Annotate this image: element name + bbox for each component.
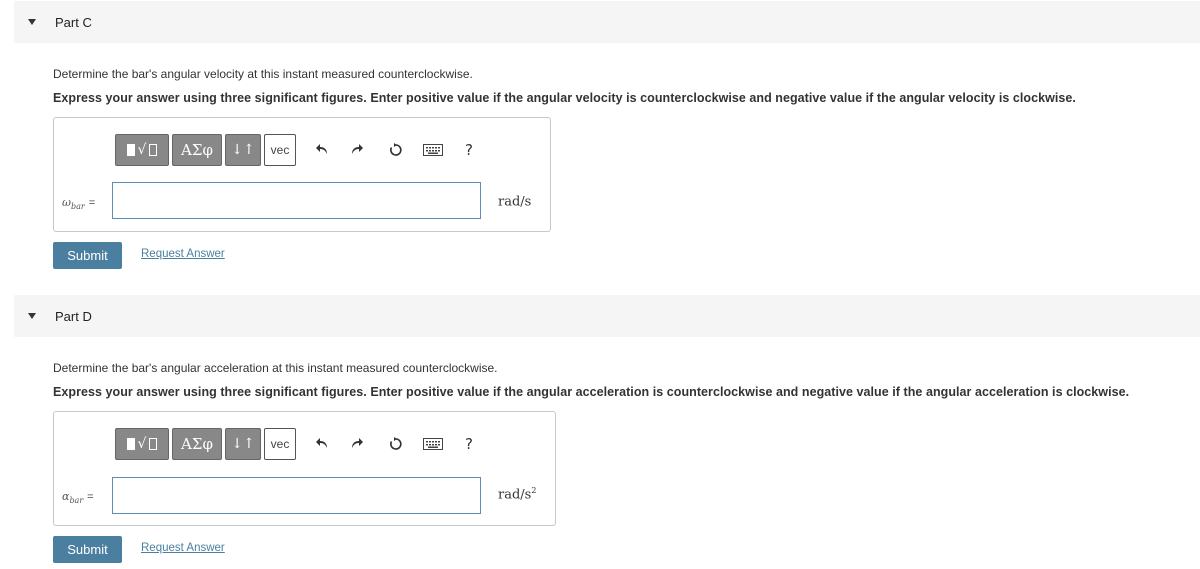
part-d-question: Determine the bar's angular acceleration at this instant measured counterclockwise. <box>53 361 498 375</box>
help-icon[interactable]: ? <box>465 435 473 453</box>
part-c-question: Determine the bar's angular velocity at this instant measured counterclockwise. <box>53 67 473 81</box>
keyboard-icon[interactable] <box>421 138 445 162</box>
part-c-answer-input[interactable] <box>112 182 481 219</box>
part-d-unit: rad/$s^2$ <box>498 486 537 503</box>
templates-button[interactable] <box>115 134 169 166</box>
redo-icon[interactable] <box>345 432 369 456</box>
undo-icon[interactable] <box>310 138 334 162</box>
templates-icon: √ <box>127 436 158 452</box>
part-d-variable-label <box>62 490 94 505</box>
part-d-title: Part D <box>55 309 92 324</box>
variable-subscript: bar <box>70 202 85 212</box>
alpha-symbol: α <box>62 490 70 503</box>
keyboard-icon[interactable] <box>421 432 445 456</box>
part-c-unit: rad/s <box>498 194 532 210</box>
vector-button[interactable]: vec <box>264 428 296 460</box>
templates-icon: √ <box>127 142 158 158</box>
subscript-superscript-button[interactable]: ↓↑ <box>225 134 261 166</box>
variable-subscript: bar <box>69 496 84 506</box>
templates-button[interactable] <box>115 428 169 460</box>
part-c-variable-label <box>62 196 95 211</box>
part-d-request-answer-link[interactable]: Request Answer <box>141 542 225 554</box>
reset-icon[interactable] <box>384 432 408 456</box>
greek-button[interactable]: ΑΣφ <box>172 428 222 460</box>
subscript-superscript-button[interactable]: ↓↑ <box>225 428 261 460</box>
part-d-answer-box <box>53 411 556 526</box>
part-c-request-answer-link[interactable]: Request Answer <box>141 248 225 260</box>
omega-symbol: ω <box>62 196 71 209</box>
part-d-caret-icon[interactable] <box>28 313 36 319</box>
part-c-instruction: Express your answer using three significant figures. Enter positive value if the angular velocity is counterclockwise and negative value if the angular velocity is clockwise. <box>53 91 1076 105</box>
undo-icon[interactable] <box>310 432 334 456</box>
part-c-caret-icon[interactable] <box>28 19 36 25</box>
part-c-header[interactable] <box>14 1 1200 43</box>
vector-button[interactable]: vec <box>264 134 296 166</box>
equals-sign: = <box>88 197 96 209</box>
part-c-submit-button[interactable]: Submit <box>53 242 122 269</box>
part-c-title: Part C <box>55 15 92 30</box>
reset-icon[interactable] <box>384 138 408 162</box>
part-d-answer-input[interactable] <box>112 477 481 514</box>
equals-sign: = <box>87 491 94 503</box>
part-d-instruction: Express your answer using three significant figures. Enter positive value if the angular acceleration is counterclockwise and negative value if the angular acceleration is clockwise. <box>53 385 1130 399</box>
part-d-submit-button[interactable]: Submit <box>53 536 122 563</box>
greek-button[interactable]: ΑΣφ <box>172 134 222 166</box>
part-c-answer-box <box>53 117 551 232</box>
help-icon[interactable]: ? <box>465 141 473 159</box>
redo-icon[interactable] <box>345 138 369 162</box>
part-d-header[interactable] <box>14 295 1200 337</box>
